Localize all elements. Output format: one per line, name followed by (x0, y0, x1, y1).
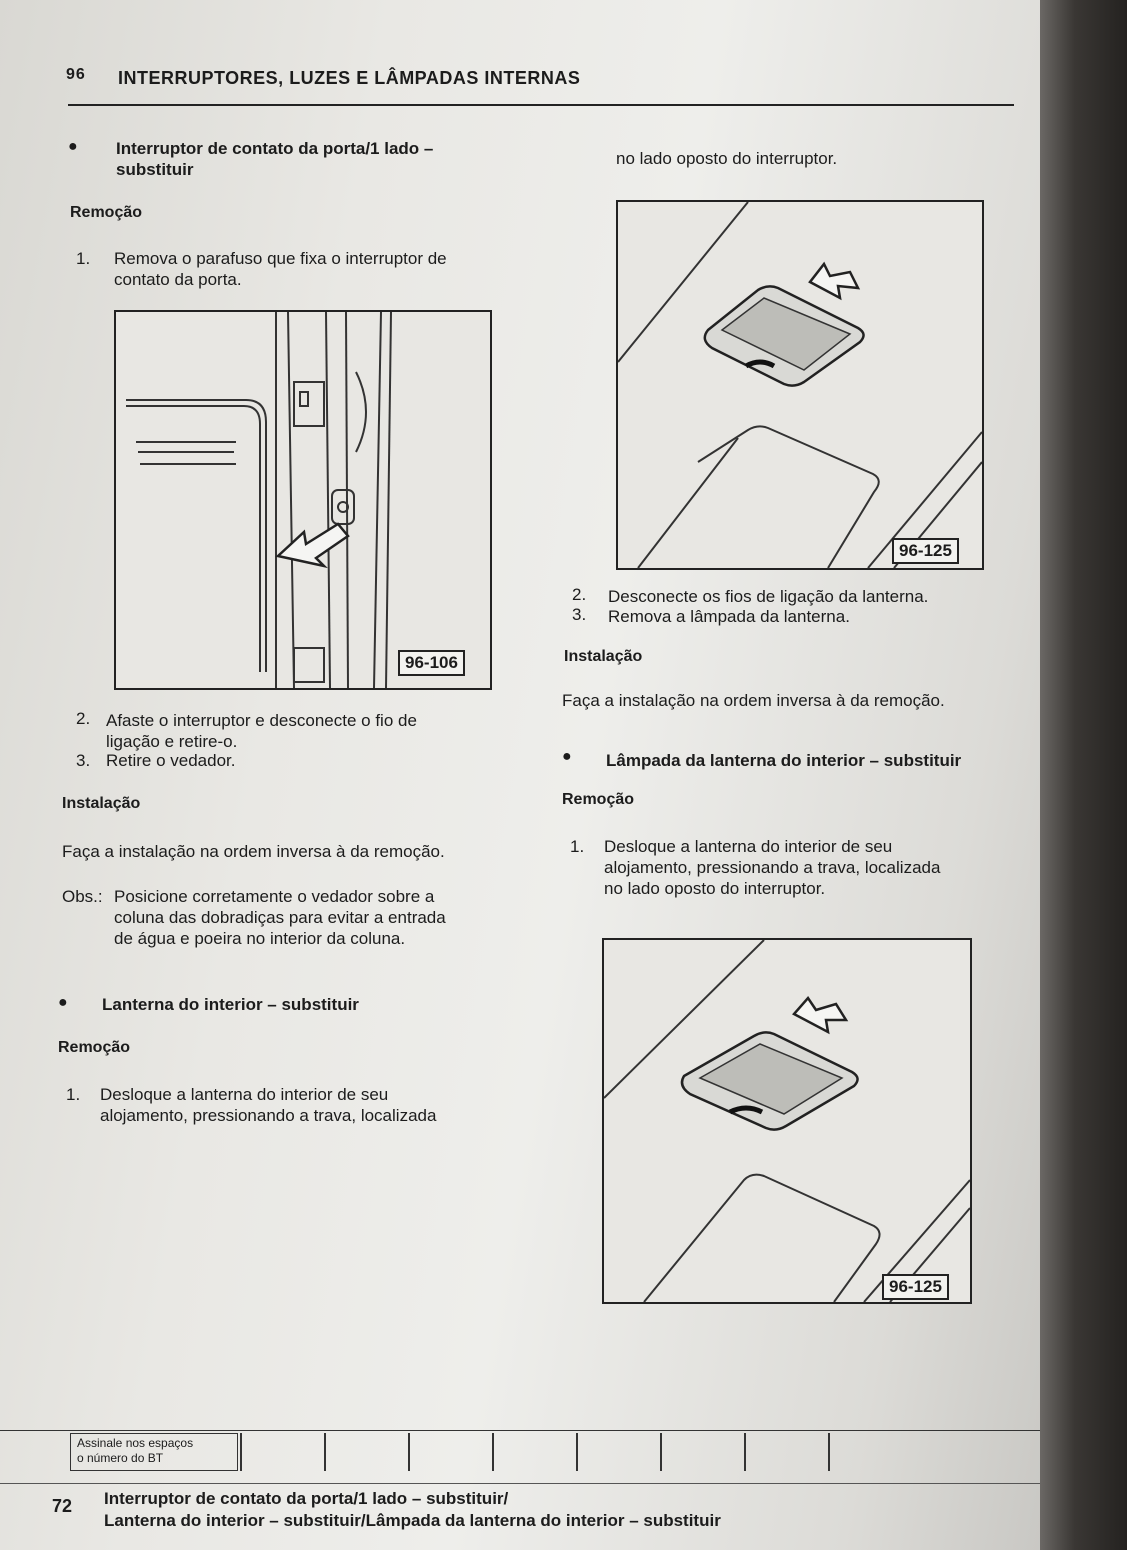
step-line: alojamento, pressionando a trava, localizada (604, 858, 941, 877)
footer-divider (0, 1430, 1040, 1431)
stamp-cell (828, 1433, 830, 1471)
installation-text: Faça a instalação na ordem inversa à da remoção. (62, 842, 445, 861)
figure-interior-lamp-top (616, 200, 984, 570)
obs-line: de água e poeira no interior da coluna. (114, 929, 406, 948)
figure-door-switch (114, 310, 492, 690)
step-line: no lado oposto do interruptor. (604, 879, 826, 898)
step-line: Desloque a lanterna do interior de seu (100, 1085, 389, 1104)
stamp-cell (744, 1433, 746, 1471)
stamp-cell (660, 1433, 662, 1471)
stamp-cell (324, 1433, 326, 1471)
step-line: Remova o parafuso que fixa o interruptor de (114, 249, 447, 268)
stamp-line: o número do BT (77, 1451, 164, 1465)
removal-heading: Remoção (70, 204, 143, 221)
removal-heading: Remoção (58, 1039, 131, 1056)
continued-text: no lado oposto do interruptor. (616, 149, 838, 168)
step-number: 3. (76, 751, 91, 770)
door-switch-illustration (116, 312, 490, 688)
arrow-icon (278, 524, 348, 566)
step-text: Retire o vedador. (106, 751, 236, 770)
installation-text: Faça a instalação na ordem inversa à da remoção. (562, 691, 945, 710)
interior-lamp-illustration (618, 202, 982, 568)
stamp-cell (240, 1433, 242, 1471)
installation-heading: Instalação (62, 795, 141, 812)
interior-lamp-illustration (604, 940, 970, 1302)
stamp-cell (408, 1433, 410, 1471)
removal-heading: Remoção (562, 791, 635, 808)
installation-heading: Instalação (564, 648, 643, 665)
bullet-icon: ● (562, 748, 572, 765)
section-title-lamp-bulb: Lâmpada da lanterna do interior – substituir (606, 751, 962, 770)
obs-label: Obs.: (62, 887, 103, 906)
obs-line: Posicione corretamente o vedador sobre a (114, 887, 435, 906)
stamp-cell (492, 1433, 494, 1471)
page-edge-shadow (1040, 0, 1127, 1550)
page-title: INTERRUPTORES, LUZES E LÂMPADAS INTERNAS (118, 68, 581, 88)
lamp-housing-icon (682, 1032, 858, 1129)
section-title-line: substituir (116, 160, 194, 179)
footer-summary-line: Interruptor de contato da porta/1 lado – substituir/ (104, 1489, 509, 1508)
footer-divider (0, 1483, 1040, 1484)
header-page-number: 96 (66, 66, 86, 83)
step-number: 2. (76, 709, 91, 728)
header-divider (68, 104, 1014, 106)
step-line: ligação e retire-o. (106, 732, 238, 751)
step-line: Afaste o interruptor e desconecte o fio de (106, 711, 417, 730)
obs-text (114, 886, 446, 949)
step-number: 1. (76, 249, 91, 268)
section-title-door-switch (116, 138, 433, 180)
step-text (114, 248, 447, 290)
lamp-housing-icon (705, 286, 864, 385)
step-line: Desloque a lanterna do interior de seu (604, 837, 893, 856)
stamp-cell (576, 1433, 578, 1471)
footer-summary-line: Lanterna do interior – substituir/Lâmpada da lanterna do interior – substituir (104, 1511, 721, 1530)
figure-label: 96-125 (882, 1274, 949, 1300)
section-title-line: Interruptor de contato da porta/1 lado – (116, 139, 434, 158)
bullet-icon: ● (68, 138, 78, 155)
step-number: 2. (572, 585, 587, 604)
stamp-line: Assinale nos espaços (77, 1436, 194, 1450)
figure-label: 96-125 (892, 538, 959, 564)
step-text: Desconecte os fios de ligação da lanterna. (608, 587, 929, 606)
step-number: 3. (572, 605, 587, 624)
footer-page-number: 72 (52, 1496, 73, 1516)
figure-interior-lamp-bottom (602, 938, 972, 1304)
step-number: 1. (66, 1085, 81, 1104)
obs-line: coluna das dobradiças para evitar a entrada (114, 908, 446, 927)
arrow-icon (794, 998, 846, 1032)
stamp-grid (0, 1433, 920, 1471)
step-number: 1. (570, 837, 585, 856)
step-text (604, 836, 940, 899)
step-line: alojamento, pressionando a trava, localizada (100, 1106, 437, 1125)
arrow-icon (810, 264, 858, 298)
figure-label: 96-106 (398, 650, 465, 676)
step-text (106, 710, 417, 752)
bullet-icon: ● (58, 994, 68, 1011)
step-text: Remova a lâmpada da lanterna. (608, 607, 850, 626)
section-title-interior-lamp: Lanterna do interior – substituir (102, 995, 359, 1014)
step-line: contato da porta. (114, 270, 242, 289)
step-text (100, 1084, 436, 1126)
